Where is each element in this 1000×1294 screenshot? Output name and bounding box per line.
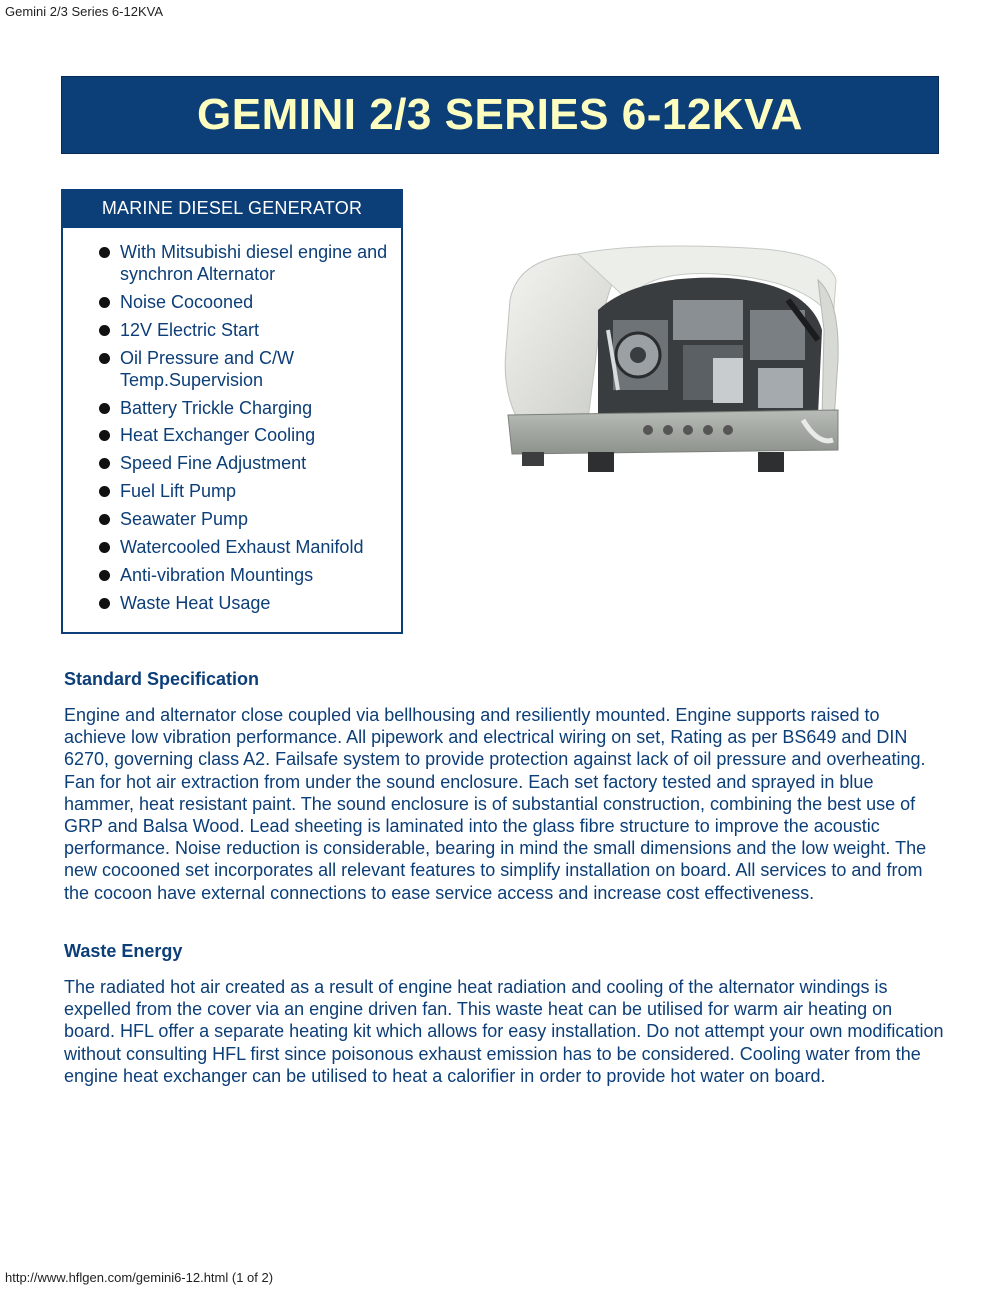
feature-item — [99, 564, 401, 586]
title-banner — [61, 76, 939, 154]
bullet-icon — [99, 403, 110, 414]
waste-energy-body: The radiated hot air created as a result of engine heat radiation and cooling of the alternator windings is expelled from the cover via an engine driven fan. This waste heat can be utilised for warm air heating on board. HFL offer a separate heating kit which allows for easy installation. Do not attempt your own modification without consulting HFL first since poisonous exhaust emission has to be considered. Cooling water from the engine heat exchanger can be utilised to heat a calorifier in order to provide hot water on board. — [64, 977, 944, 1086]
page-header: Gemini 2/3 Series 6-12KVA — [5, 4, 163, 19]
feature-item — [99, 592, 401, 614]
feature-item — [99, 241, 401, 285]
feature-item — [99, 536, 401, 558]
bullet-icon — [99, 458, 110, 469]
generator-photo — [488, 240, 844, 502]
features-list — [63, 228, 401, 614]
features-title: MARINE DIESEL GENERATOR — [63, 191, 401, 228]
bullet-icon — [99, 570, 110, 581]
bullet-icon — [99, 247, 110, 258]
feature-text: Waste Heat Usage — [120, 592, 271, 613]
waste-energy-heading: Waste Energy — [64, 941, 183, 961]
feature-item — [99, 452, 401, 474]
feature-item — [99, 480, 401, 502]
feature-text: Speed Fine Adjustment — [120, 453, 307, 474]
feature-text: Battery Trickle Charging — [120, 397, 313, 418]
feature-text: Anti-vibration Mountings — [120, 564, 314, 585]
feature-item — [99, 508, 401, 530]
feature-text: Heat Exchanger Cooling — [120, 425, 316, 446]
feature-text: Seawater Pump — [120, 509, 249, 530]
feature-text: Fuel Lift Pump — [120, 481, 237, 502]
feature-item — [99, 291, 401, 313]
feature-item — [99, 397, 401, 419]
bullet-icon — [99, 514, 110, 525]
feature-text: 12V Electric Start — [120, 319, 260, 340]
standard-spec-heading: Standard Specification — [64, 669, 260, 689]
bullet-icon — [99, 430, 110, 441]
bullet-icon — [99, 542, 110, 553]
bullet-icon — [99, 297, 110, 308]
standard-spec-body: Engine and alternator close coupled via bellhousing and resiliently mounted. Engine supports raised to achieve low vibration performance. All pipework and electrical wiring on set, Rating as per BS649 and DIN 6270, governing class A2. Failsafe system to provide protection against lack of oil pressure and overheating. Fan for hot air extraction from under the sound enclosure. Each set factory tested and sprayed in blue hammer, heat resistant paint. The sound enclosure is of substantial construction, combining the best use of GRP and Balsa Wood. Lead sheeting is laminated into the glass fibre structure to improve the acoustic performance. Noise reduction is considerable, bearing in mind the small dimensions and the low weight. The new cocooned set incorporates all relevant features to simplify installation on board. All services to and from the cocoon have external connections to ease service access and increase cost effectiveness. — [64, 705, 927, 903]
features-box — [61, 189, 403, 634]
feature-item — [99, 424, 401, 446]
waste-energy-section — [64, 940, 944, 1087]
feature-item — [99, 347, 401, 391]
bullet-icon — [99, 598, 110, 609]
bullet-icon — [99, 353, 110, 364]
feature-text: Watercooled Exhaust Manifold — [120, 537, 364, 558]
standard-spec-section — [64, 668, 944, 904]
page-footer: http://www.hflgen.com/gemini6-12.html (1 of 2) — [5, 1270, 274, 1285]
feature-text: With Mitsubishi diesel engine and synchron Alternator — [120, 242, 388, 284]
feature-item — [99, 319, 401, 341]
feature-text: Noise Cocooned — [120, 291, 254, 312]
feature-text: Oil Pressure and C/W Temp.Supervision — [120, 347, 295, 390]
bullet-icon — [99, 486, 110, 497]
page-title: GEMINI 2/3 SERIES 6-12KVA — [197, 90, 803, 139]
bullet-icon — [99, 325, 110, 336]
